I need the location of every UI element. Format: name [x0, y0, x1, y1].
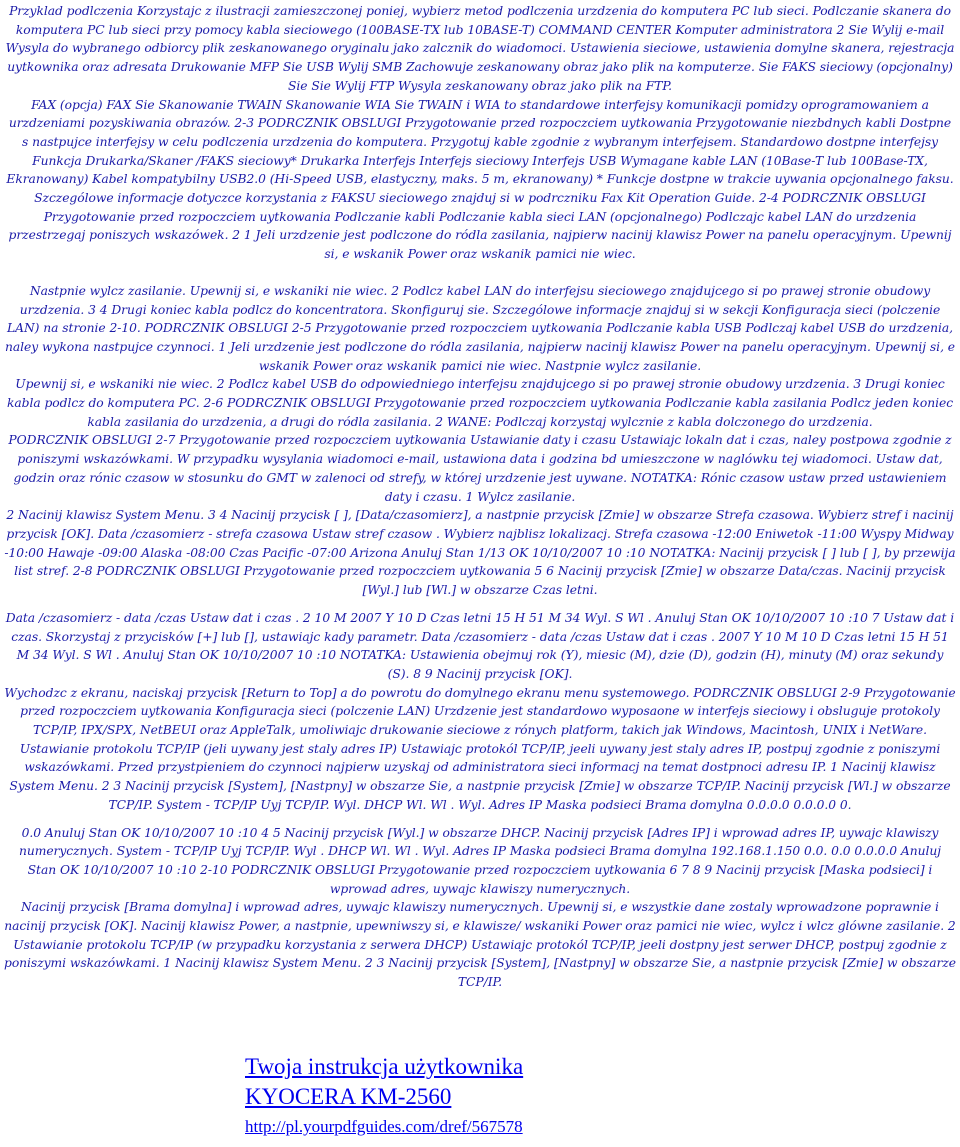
paragraph-3: Nastpnie wylcz zasilanie. Upewnij si, e wskaniki nie wiec. 2 Podlcz kabel LAN do interfejsu sieciowego znajdujcego si po prawej stronie obudowy urzdzenia. 3 4 Drugi koniec kabla podlcz do koncentratora. Skonfiguruj sie. Szczególowe informacje znajduj si w sekcji Konfiguracja sieci (polczenie LAN) na stronie 2-10. PODRCZNIK OBSLUGI 2-5 Przygotowanie przed rozpoczciem uytkowania Podlczanie kabla USB Podlczaj kabel USB do urzdzenia, naley wykona nastpujce czynnoci. 1 Jeli urzdzenie jest podlczone do ródla zasilania, najpierw nacinij klawisz Power na panelu operacyjnym. Upewnij si, e wskanik Power oraz wskanik pamici nie wiec. Nastpnie wylcz zasilanie.	[4, 283, 956, 373]
footer-links	[245, 1052, 523, 1142]
paragraph-5: PODRCZNIK OBSLUGI 2-7 Przygotowanie przed rozpoczciem uytkowania Ustawianie daty i czasu Ustawiajc lokaln dat i czas, naley postpowa zgodnie z poniszymi wskazówkami. W przypadku wysylania wiadomoci e-mail, ustawiona data i godzina bd umieszczone w naglówku tej wiadomoci. Ustaw dat, godzin oraz rónic czasow w stosunku do GMT w zalenoci od strefy, w której urzdzenie jest uywane. NOTATKA: Rónic czasow ustaw przed ustawieniem daty i czasu. 1 Wylcz zasilanie.	[8, 433, 952, 504]
paragraph-9: 0.0 Anuluj Stan OK 10/10/2007 10 :10 4 5 Nacinij przycisk [Wyl.] w obszarze DHCP. Nacinij przycisk [Adres IP] i wprowad adres IP, uywajc klawiszy numerycznych. System - TCP/IP Uyj TCP/IP. Wyl . DHCP Wl. Wl . Wyl. Adres IP Maska podsieci Brama domylna 192.168.1.150 0.0. 0.0 0.0.0.0 Anuluj Stan OK 10/10/2007 10 :10 2-10 PODRCZNIK OBSLUGI Przygotowanie przed rozpoczciem uytkowania 6 7 8 9 Nacinij przycisk [Maska podsieci] i wprowad adres, uywajc klawiszy numerycznych.	[18, 825, 942, 896]
paragraph-2: FAX (opcja) FAX Sie Skanowanie TWAIN Skanowanie WIA Sie TWAIN i WIA to standardowe interfejsy komunikacji pomidzy oprogramowaniem a urzdzeniami pozyskiwania obrazów. 2-3 PODRCZNIK OBSLUGI Przygotowanie przed rozpoczciem uytkowania Przygotowanie niezbdnych kabli Dostpne s nastpujce interfejsy w celu podlczenia urzdzenia do komputera. Przygotuj kable zgodnie z wybranym interfejsem. Standardowo dostpne interfejsy Funkcja Drukarka/Skaner /FAKS sieciowy* Drukarka Interfejs Interfejs sieciowy Interfejs USB Wymagane kable LAN (10Base-T lub 100Base-TX, Ekranowany) Kabel kompatybilny USB2.0 (Hi-Speed USB, elastyczny, maks. 5 m, ekranowany) * Funkcje dostpne w trakcie uywania opcjonalnego faksu. Szczególowe informacje dotyczce korzystania z FAKSU sieciowego znajduj si w podrczniku Fax Kit Operation Guide. 2-4 PODRCZNIK OBSLUGI Przygotowanie przed rozpoczciem uytkowania Podlczanie kabli Podlczanie kabla sieci LAN (opcjonalnego) Podlczajc kabel LAN do urzdzenia przestrzegaj poniszych wskazówek. 2 1 Jeli urzdzenie jest podlczone do ródla zasilania, najpierw nacinij klawisz Power na panelu operacyjnym. Upewnij si, e wskanik Power oraz wskanik pamici nie wiec.	[6, 97, 954, 262]
paragraph-6: 2 Nacinij klawisz System Menu. 3 4 Nacinij przycisk [ ], [Data/czasomierz], a nastpnie przycisk [Zmie] w obszarze Strefa czasowa. Wybierz stref i nacinij przycisk [OK]. Data /czasomierz - strefa czasowa Ustaw stref czasow . Wybierz najblisz lokalizacj. Strefa czasowa -12:00 Eniwetok -11:00 Wyspy Midway -10:00 Hawaje -09:00 Alaska -08:00 Czas Pacific -07:00 Arizona Anuluj Stan 1/13 OK 10/10/2007 10 :10 NOTATKA: Nacinij przycisk [ ] lub [ ], by przewija list stref. 2-8 PODRCZNIK OBSLUGI Przygotowanie przed rozpoczciem uytkowania 5 6 Nacinij przycisk [Zmie] w obszarze Data/czas. Nacinij przycisk [Wyl.] lub [Wl.] w obszarze Czas letni.	[4, 508, 956, 598]
paragraph-10: Nacinij przycisk [Brama domylna] i wprowad adres, uywajc klawiszy numerycznych. Upewnij si, e wszystkie dane zostaly wprowadzone poprawnie i nacinij przycisk [OK]. Nacinij klawisz Power, a nastpnie, upewniwszy si, e klawisze/ wskaniki Power oraz pamici nie wiec, wylcz i wlcz glówne zasilanie. 2 Ustawianie protokolu TCP/IP (w przypadku korzystania z serwera DHCP) Ustawiajc protokól TCP/IP, jeeli dostpny jest serwer DHCP, postpuj zgodnie z poniszymi wskazówkami. 1 Nacinij klawisz System Menu. 2 3 Nacinij przycisk [System], [Nastpny] w obszarze Sie, a nastpnie przycisk [Zmie] w obszarze TCP/IP.	[4, 900, 956, 990]
manual-title-link[interactable]: Twoja instrukcja użytkownika	[245, 1054, 524, 1079]
paragraph-1: Przyklad podlczenia Korzystajc z ilustracji zamieszczonej poniej, wybierz metod podlczenia urzdzenia do komputera PC lub sieci. Podlczanie skanera do komputera PC lub sieci przy pomocy kabla sieciowego (100BASE-TX lub 10BASE-T) COMMAND CENTER Komputer administratora 2 Sie Wylij e-mail Wysyla do wybranego odbiorcy plik zeskanowanego oryginalu jako zalcznik do wiadomoci. Ustawienia sieciowe, ustawienia domylne skanera, rejestracja uytkownika oraz adresata Drukowanie MFP Sie USB Wylij SMB Zachowuje zeskanowany obraz jako plik na komputerze. Sie FAKS sieciowy (opcjonalny) Sie Sie Wylij FTP Wysyla zeskanowany obraz jako plik na FTP.	[5, 4, 955, 93]
paragraph-gap	[4, 264, 956, 282]
model-link[interactable]: KYOCERA KM-2560	[245, 1084, 452, 1109]
paragraph-8: Wychodzc z ekranu, naciskaj przycisk [Return to Top] a do powrotu do domylnego ekranu menu systemowego. PODRCZNIK OBSLUGI 2-9 Przygotowanie przed rozpoczciem uytkowania Konfiguracja sieci (polczenie LAN) Urzdzenie jest standardowo wyposaone w interfejs sieciowy i obsluguje protokoly TCP/IP, IPX/SPX, NetBEUI oraz AppleTalk, umoliwiajc drukowanie sieciowe z rónych platform, takich jak Windows, Macintosh, UNIX i NetWare. Ustawianie protokolu TCP/IP (jeli uywany jest staly adres IP) Ustawiajc protokól TCP/IP, jeeli uywany jest staly adres IP, postpuj zgodnie z poniszymi wskazówkami. Przed przystpieniem do czynnoci najpierw uzyskaj od administratora sieci informacj na temat dostpnoci adresu IP. 1 Nacinij klawisz System Menu. 2 3 Nacinij przycisk [System], [Nastpny] w obszarze Sie, a nastpnie przycisk [Zmie] w obszarze TCP/IP. Nacinij przycisk [Wl.] w obszarze TCP/IP. System - TCP/IP Uyj TCP/IP. Wyl. DHCP Wl. Wl . Wyl. Adres IP Maska podsieci Brama domylna 0.0.0.0 0.0.0.0 0.	[4, 685, 956, 812]
paragraph-7: Data /czasomierz - data /czas Ustaw dat i czas . 2 10 M 2007 Y 10 D Czas letni 15 H 51 M 34 Wyl. S Wl . Anuluj Stan OK 10/10/2007 10 :10 7 Ustaw dat i czas. Skorzystaj z przycisków [+] lub [], ustawiajc kady parametr. Data /czasomierz - data /czas Ustaw dat i czas . 2007 Y 10 M 10 D Czas letni 15 H 51 M 34 Wyl. S Wl . Anuluj Stan OK 10/10/2007 10 :10 NOTATKA: Ustawienia obejmuj rok (Y), miesic (M), dzie (D), godzin (H), minuty (M) oraz sekundy (S). 8 9 Nacinij przycisk [OK].	[5, 610, 955, 681]
paragraph-4: Upewnij si, e wskaniki nie wiec. 2 Podlcz kabel USB do odpowiedniego interfejsu znajdujcego si po prawej stronie obudowy urzdzenia. 3 Drugi koniec kabla podlcz do komputera PC. 2-6 PODRCZNIK OBSLUGI Przygotowanie przed rozpoczciem uytkowania Podlczanie kabla zasilania Podlcz jeden koniec kabla zasilania do urzdzenia, a drugi do ródla zasilania. 2 WANE: Podlczaj korzystaj wylcznie z kabla dolczonego do urzdzenia.	[6, 377, 954, 429]
paragraph-gap	[4, 600, 956, 609]
paragraph-gap	[4, 815, 956, 824]
url-link[interactable]: http://pl.yourpdfguides.com/dref/567578	[245, 1117, 523, 1136]
